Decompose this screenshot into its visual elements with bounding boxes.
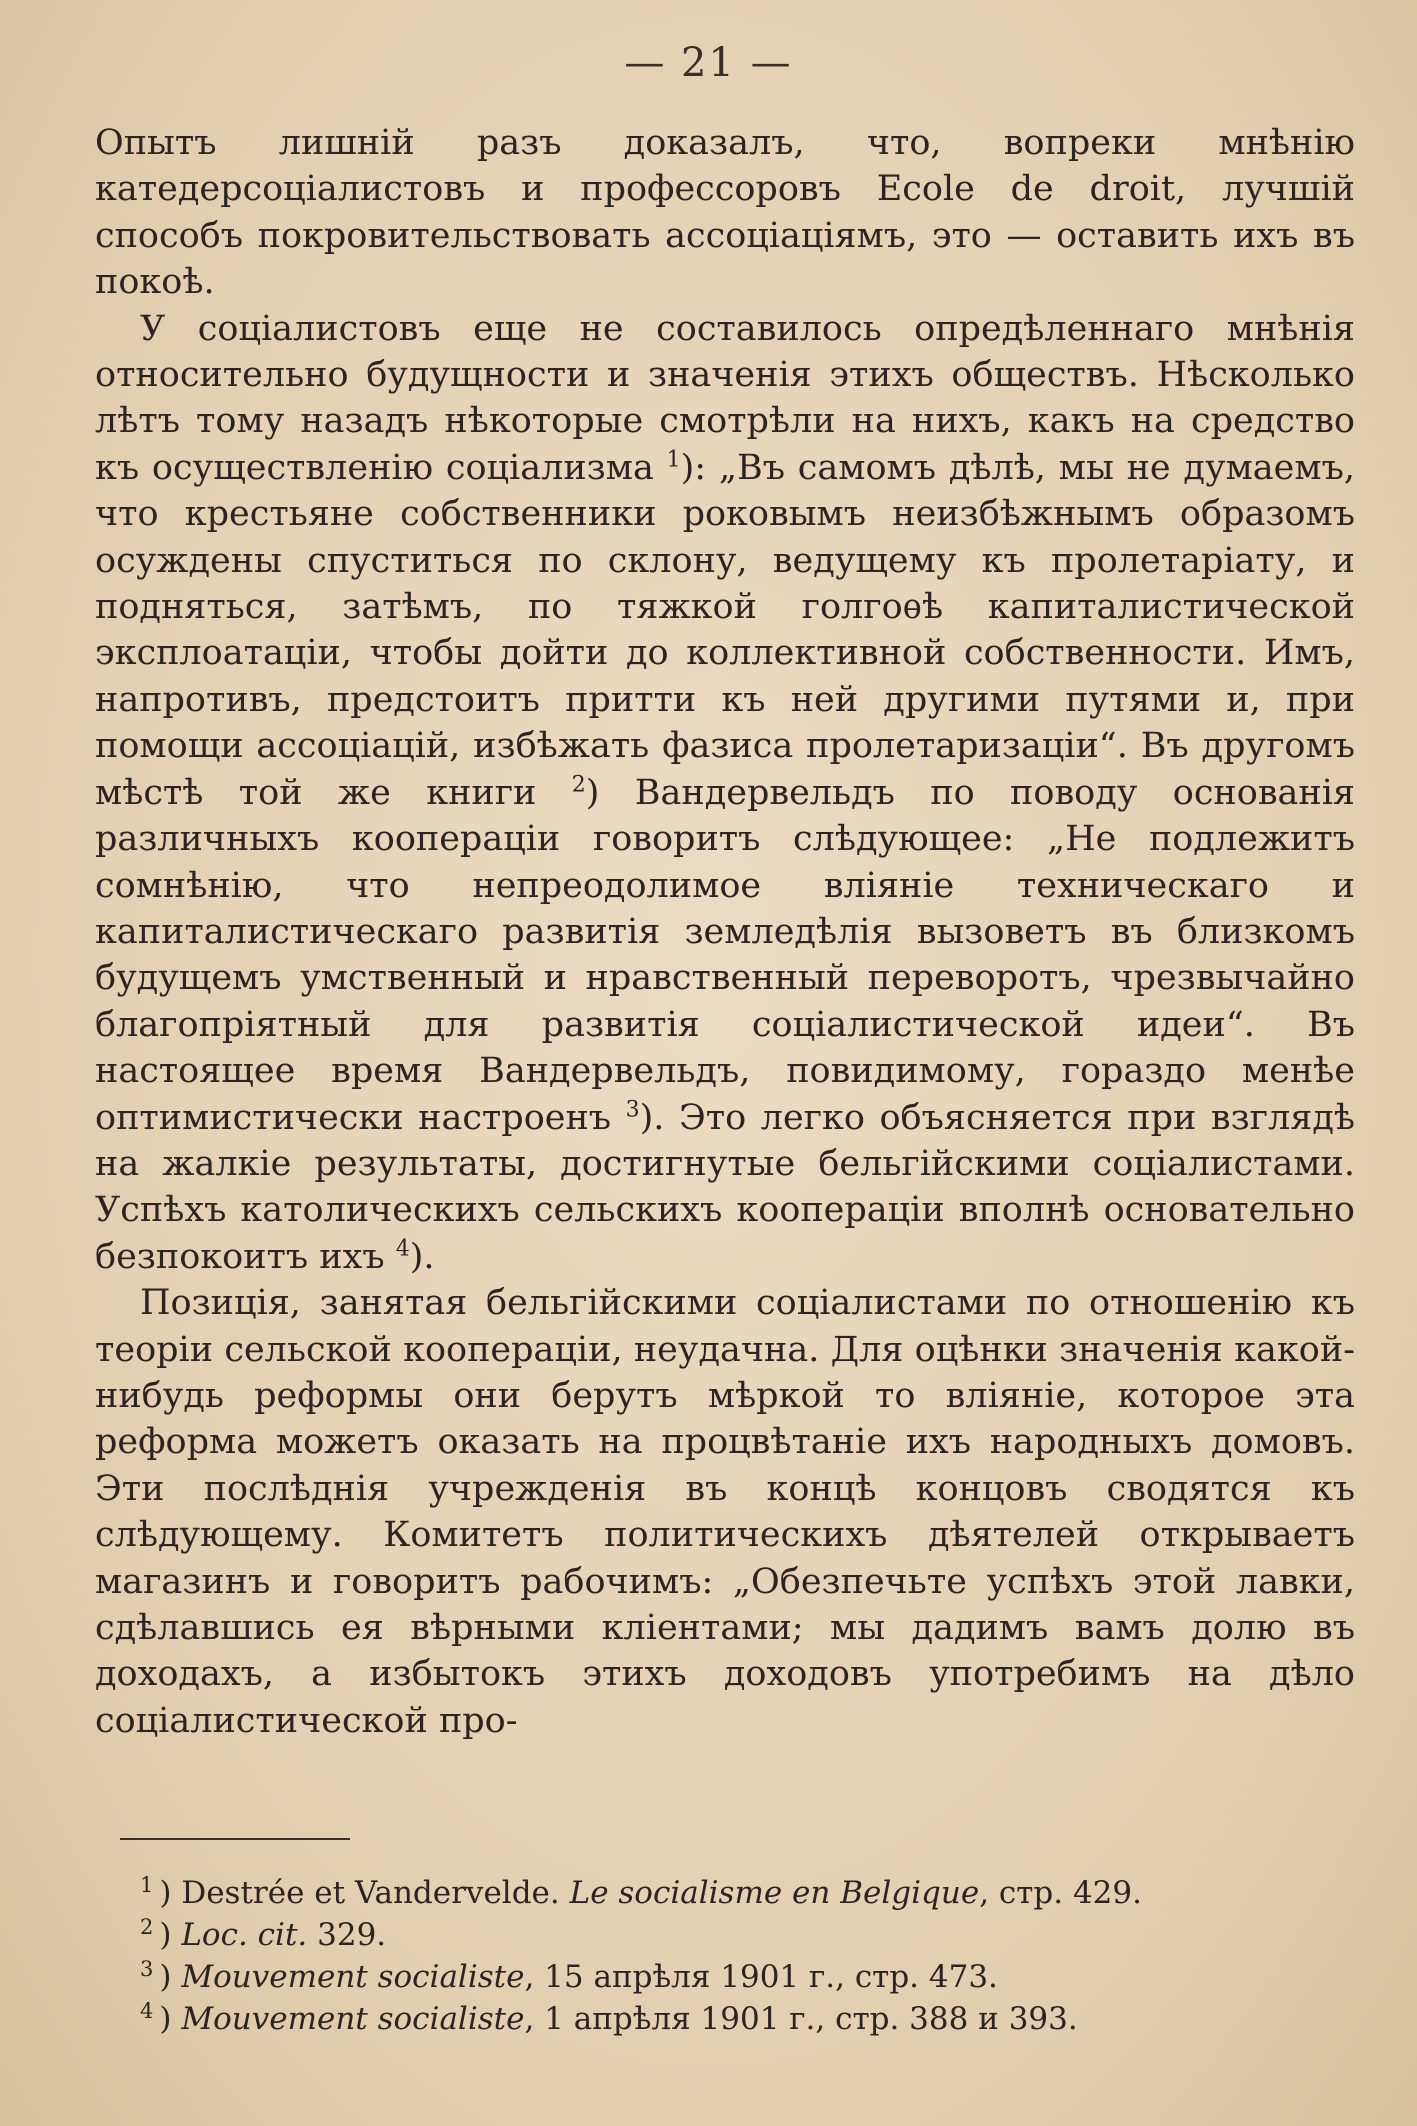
paragraph-text: ). Это легко объясняется при взглядѣ на жалкіе результаты, достигнутые бельгійскими соціалистами. Успѣхъ католическихъ сельскихъ коопераціи вполнѣ основательно безпокоитъ ихъ: [95, 1097, 1355, 1277]
footnote-mark-paren: ): [159, 1875, 172, 1911]
footnote-divider: [120, 1838, 350, 1840]
footnote-mark: 4: [140, 1998, 154, 2023]
paragraph-text: Позиція, занятая бельгійскими соціалистами по отношенію къ теоріи сельской коопераціи, неудачна. Для оцѣнки значенія какой-нибудь реформы они берутъ мѣркой то вліяніе, которое эта реформа можетъ оказать на процвѣтаніе ихъ народныхъ домовъ. Эти послѣднія учрежденія въ концѣ концовъ сводятся къ слѣдующему. Комитетъ политическихъ дѣятелей открываетъ магазинъ и говоритъ рабочимъ: „Обезпечьте успѣхъ этой лавки, сдѣлавшись ея вѣрными кліентами; мы дадимъ вамъ долю въ доходахъ, а избытокъ этихъ доходовъ употребимъ на дѣло соціалистической про-: [95, 1283, 1355, 1741]
footnote-title: Loc. cit.: [181, 1917, 308, 1953]
footnote-title: Mouvement socialiste: [181, 1959, 525, 1995]
footnote-author: Destrée et Vandervelde.: [181, 1875, 570, 1911]
paragraph-text: У соціалистовъ еще не составилось опредѣленнаго мнѣнія относительно будущности и значенія этихъ обществъ. Нѣсколько лѣтъ тому назадъ нѣкоторые смотрѣли на нихъ, какъ на средство къ осуществленію соціализма: [95, 308, 1355, 488]
paragraph-text: Опытъ лишній разъ доказалъ, что, вопреки мнѣнію катедерсоціалистовъ и профессоровъ Ecole de droit, лучшій способъ покровительствовать ассоціаціямъ, это — оставить ихъ въ покоѣ.: [95, 123, 1355, 303]
footnote-details: , 15 апрѣля 1901 г., стр. 473.: [524, 1959, 998, 1995]
footnote-mark: 3: [140, 1956, 154, 1981]
footnote-ref-2: 2: [571, 772, 586, 798]
footnote-details: , 1 апрѣля 1901 г., стр. 388 и 393.: [524, 2001, 1078, 2037]
footnote-details: 329.: [307, 1917, 387, 1953]
paragraph-text: ): „Въ самомъ дѣлѣ, мы не думаемъ, что крестьяне собственники роковымъ неизбѣжнымъ образомъ осуждены спуститься по склону, ведущему къ пролетаріату, и подняться, затѣмъ, по тяжкой голгоѳѣ капиталистической эксплоатаціи, чтобы дойти до коллективной собственности. Имъ, напротивъ, предстоитъ притти къ ней другими путями и, при помощи ассоціацій, избѣжать фазиса пролетаризаціи“. Въ другомъ мѣстѣ той же книги: [95, 447, 1355, 813]
footnote-ref-3: 3: [625, 1096, 640, 1122]
footnote-mark-paren: ): [159, 2001, 172, 2037]
footnote-3: [140, 1956, 1340, 1998]
page-number: — 21 —: [624, 40, 793, 86]
paragraph-text: ) Вандервельдъ по поводу основанія различныхъ коопераціи говоритъ слѣдующее: „Не подлежитъ сомнѣнію, что непреодолимое вліяніе техническаго и капиталистическаго развитія земледѣлія вызоветъ въ близкомъ будущемъ умственный и нравственный переворотъ, чрезвычайно благопріятный для развитія соціалистической идеи“. Въ настоящее время Вандервельдъ, повидимому, гораздо менѣе оптимистически настроенъ: [95, 772, 1355, 1138]
footnote-2: [140, 1914, 1340, 1956]
footnote-ref-4: 4: [395, 1236, 410, 1262]
paragraph-3: [95, 1280, 1355, 1744]
footnote-4: [140, 1998, 1340, 2040]
footnote-mark-paren: ): [159, 1917, 172, 1953]
footnote-title: Mouvement socialiste: [181, 2001, 525, 2037]
footnote-title: Le socialisme en Belgique: [569, 1875, 980, 1911]
paragraph-1: [95, 120, 1355, 306]
paragraph-2: [95, 306, 1355, 1281]
footnote-mark: 2: [140, 1914, 154, 1939]
footnotes: [140, 1872, 1340, 2040]
footnote-mark-paren: ): [159, 1959, 172, 1995]
footnote-mark: 1: [140, 1872, 154, 1897]
footnote-details: , стр. 429.: [979, 1875, 1142, 1911]
body-text: [95, 120, 1355, 1744]
footnote-ref-1: 1: [666, 447, 681, 473]
paragraph-text: ).: [409, 1236, 435, 1277]
footnote-1: [140, 1872, 1340, 1914]
